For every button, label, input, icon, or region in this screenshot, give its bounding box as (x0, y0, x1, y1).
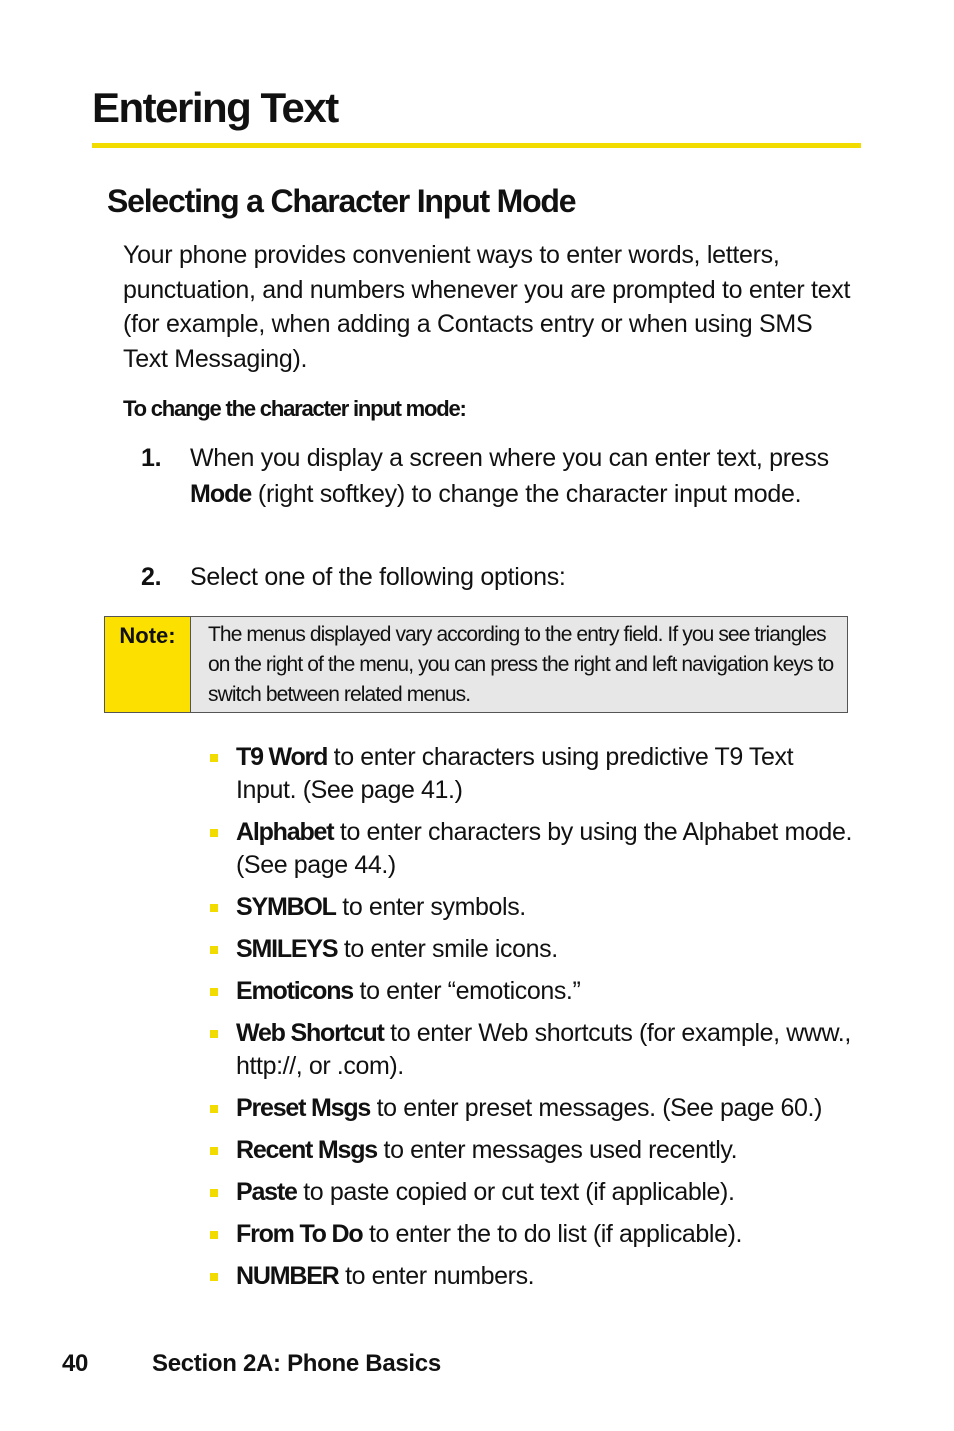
option-body (236, 1092, 856, 1125)
option-desc: to enter preset messages. (See page 60.) (370, 1094, 823, 1122)
page-number: 40 (62, 1350, 89, 1377)
intro-paragraph: Your phone provides convenient ways to enter words, letters, punctuation, and numbers whenever you are prompted to enter text (for example, when adding a Contacts entry or when using SMS Text Messaging). (123, 241, 851, 373)
step-number: 2. (141, 563, 162, 591)
option-term: From To Do (236, 1220, 363, 1248)
option-body (236, 1176, 856, 1209)
option-desc: to enter characters by using the Alphabet mode. (See page 44.) (236, 818, 852, 879)
square-bullet-icon (210, 829, 218, 837)
option-term: SYMBOL (236, 893, 336, 921)
square-bullet-icon (210, 1189, 218, 1197)
step-text-pre: When you display a screen where you can enter text, press (190, 444, 829, 472)
option-body (236, 891, 856, 924)
option-desc: to paste copied or cut text (if applicable). (296, 1178, 735, 1206)
option-body (236, 1017, 856, 1083)
section-heading: Selecting a Character Input Mode (107, 183, 576, 219)
square-bullet-icon (210, 1147, 218, 1155)
square-bullet-icon (210, 946, 218, 954)
title-underline (92, 143, 861, 148)
option-desc: to enter characters using predictive T9 Text Input. (See page 41.) (236, 743, 794, 804)
step-number: 1. (141, 444, 162, 472)
option-term: Alphabet (236, 818, 334, 846)
option-desc: to enter Web shortcuts (for example, www., http://, or .com). (236, 1019, 851, 1080)
step-text: Select one of the following options: (190, 563, 566, 591)
option-desc: to enter numbers. (338, 1262, 535, 1290)
option-desc: to enter messages used recently. (377, 1136, 738, 1164)
page-footer (62, 1350, 441, 1378)
procedure-subheading: To change the character input mode: (123, 396, 466, 421)
option-body (236, 933, 856, 966)
option-desc: to enter the to do list (if applicable). (362, 1220, 743, 1248)
option-body (236, 1260, 856, 1293)
square-bullet-icon (210, 754, 218, 762)
option-term: T9 Word (236, 743, 328, 771)
option-body (236, 1218, 856, 1251)
option-body (236, 975, 856, 1008)
step-text (190, 440, 870, 512)
option-desc: to enter symbols. (335, 893, 526, 921)
square-bullet-icon (210, 904, 218, 912)
note-text: The menus displayed vary according to the entry field. If you see triangles on the right of the menu, you can press the right and left navigation keys to switch between related menus. (208, 623, 834, 706)
square-bullet-icon (210, 1030, 218, 1038)
option-term: Preset Msgs (236, 1094, 371, 1122)
option-body (236, 1134, 856, 1167)
option-term: SMILEYS (236, 935, 338, 963)
mode-softkey-label: Mode (190, 480, 252, 508)
option-desc: to enter “emoticons.” (353, 977, 581, 1005)
square-bullet-icon (210, 1273, 218, 1281)
option-term: Recent Msgs (236, 1136, 378, 1164)
step-text-post: (right softkey) to change the character input mode. (251, 480, 802, 508)
option-term: Paste (236, 1178, 297, 1206)
note-box (104, 616, 848, 713)
square-bullet-icon (210, 1231, 218, 1239)
option-term: NUMBER (236, 1262, 339, 1290)
note-label: Note: (105, 617, 191, 712)
square-bullet-icon (210, 988, 218, 996)
option-term: Web Shortcut (236, 1019, 384, 1047)
option-body (236, 741, 856, 807)
option-desc: to enter smile icons. (337, 935, 558, 963)
page-title: Entering Text (92, 84, 338, 131)
square-bullet-icon (210, 1105, 218, 1113)
footer-section-title: Section 2A: Phone Basics (152, 1350, 441, 1377)
option-term: Emoticons (236, 977, 353, 1005)
option-body (236, 816, 856, 882)
